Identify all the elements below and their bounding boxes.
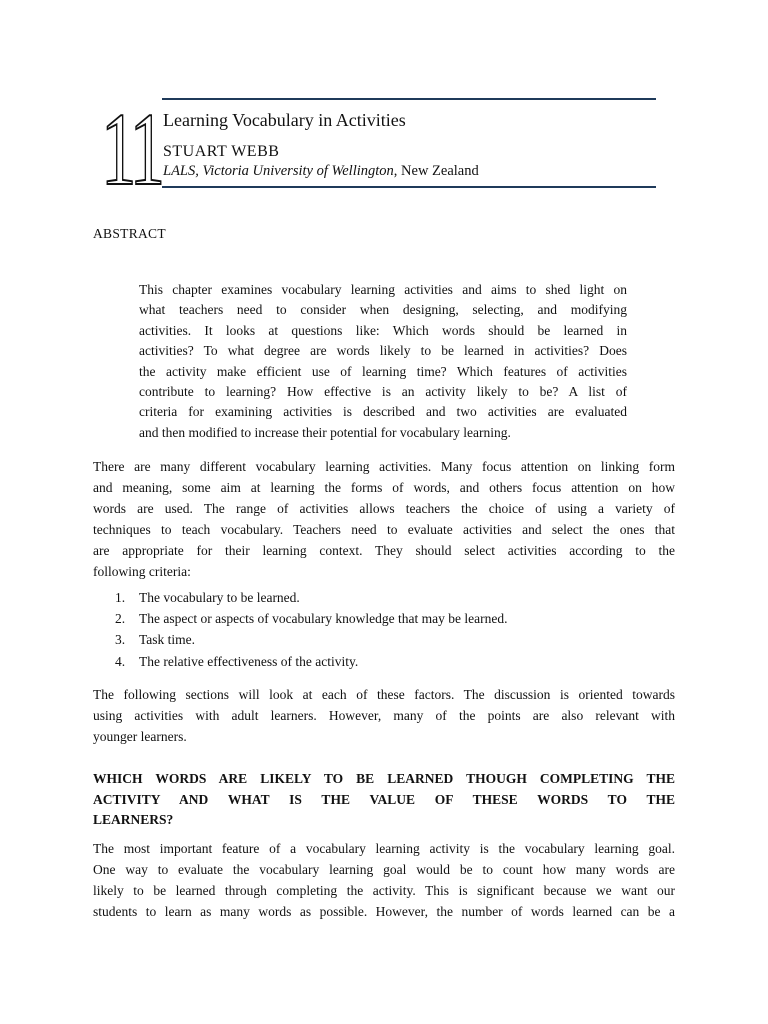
paragraph-line: words are used. The range of activities allows teachers the choice of using a variety of [93, 501, 675, 516]
list-item [115, 587, 675, 608]
paragraph-line: The most important feature of a vocabulary learning activity is the vocabulary learning goal. [93, 841, 675, 856]
abstract-line: and then modified to increase their potential for vocabulary learning. [139, 424, 511, 440]
header-rule-bottom [162, 186, 656, 188]
list-item-number: 2. [115, 611, 126, 627]
abstract-line: criteria for examining activities is described and two activities are evaluated [139, 404, 627, 420]
chapter-affiliation [163, 163, 479, 180]
paragraph-line: One way to evaluate the vocabulary learning goal would be to count how many words are [93, 862, 675, 877]
paragraph-line: using activities with adult learners. However, many of the points are also relevant with [93, 708, 675, 723]
paragraph-line: techniques to teach vocabulary. Teachers need to evaluate activities and select the ones that [93, 522, 675, 537]
intro-paragraph [93, 456, 675, 582]
list-item [115, 651, 675, 672]
chapter-author: STUART WEBB [163, 143, 280, 160]
abstract-line: the activity make efficient use of learning time? Which features of activities [139, 363, 627, 379]
abstract-line: activities. It looks at questions like: Which words should be learned in [139, 322, 627, 338]
list-item [115, 608, 675, 629]
chapter-title: Learning Vocabulary in Activities [163, 110, 406, 130]
section-heading-line: LEARNERS? [93, 812, 174, 827]
paragraph-line: are appropriate for their learning context. They should select activities according to the [93, 543, 675, 558]
sections-paragraph [93, 684, 675, 747]
paragraph-line: students to learn as many words as possible. However, the number of words learned can be a [93, 904, 675, 919]
abstract-line: This chapter examines vocabulary learning activities and aims to shed light on [139, 282, 627, 297]
paragraph-line: There are many different vocabulary learning activities. Many focus attention on linking form [93, 459, 675, 474]
paragraph-line: following criteria: [93, 564, 191, 579]
paragraph-line: likely to be learned through completing the activity. This is significant because we want our [93, 883, 675, 898]
criteria-list [115, 587, 675, 672]
list-item-number: 3. [115, 632, 126, 648]
list-item-text: The relative effectiveness of the activity. [139, 653, 359, 669]
list-item-text: The vocabulary to be learned. [139, 590, 300, 605]
chapter-number-text: 11 [101, 92, 161, 207]
section-heading-line: WHICH WORDS ARE LIKELY TO BE LEARNED THOUGH COMPLETING THE [93, 771, 675, 786]
header-rule-top [162, 98, 656, 100]
section-heading-line: ACTIVITY AND WHAT IS THE VALUE OF THESE WORDS TO THE [93, 791, 675, 807]
list-item [115, 629, 675, 650]
paragraph-line: and meaning, some aim at learning the forms of words, and others focus attention on how [93, 480, 675, 495]
chapter-number [100, 92, 162, 207]
list-item-text: The aspect or aspects of vocabulary knowledge that may be learned. [139, 611, 508, 627]
goal-paragraph [93, 838, 675, 922]
list-item-number: 4. [115, 653, 126, 669]
section-heading [93, 769, 675, 831]
list-item-text: Task time. [139, 632, 196, 648]
abstract-line: activities? To what degree are words likely to be learned in activities? Does [139, 343, 627, 359]
abstract-line: what teachers need to consider when designing, selecting, and modifying [139, 302, 627, 318]
abstract-body [139, 280, 627, 443]
affiliation-institution: LALS, Victoria University of Wellington [163, 163, 394, 179]
abstract-heading: ABSTRACT [93, 226, 166, 241]
list-item-number: 1. [115, 590, 126, 605]
chapter-header [100, 92, 660, 207]
affiliation-country: , New Zealand [393, 163, 479, 179]
abstract-line: contribute to learning? How effective is an activity likely to be? A list of [139, 383, 627, 399]
paragraph-line: younger learners. [93, 729, 187, 744]
paragraph-line: The following sections will look at each of these factors. The discussion is oriented towards [93, 687, 675, 702]
